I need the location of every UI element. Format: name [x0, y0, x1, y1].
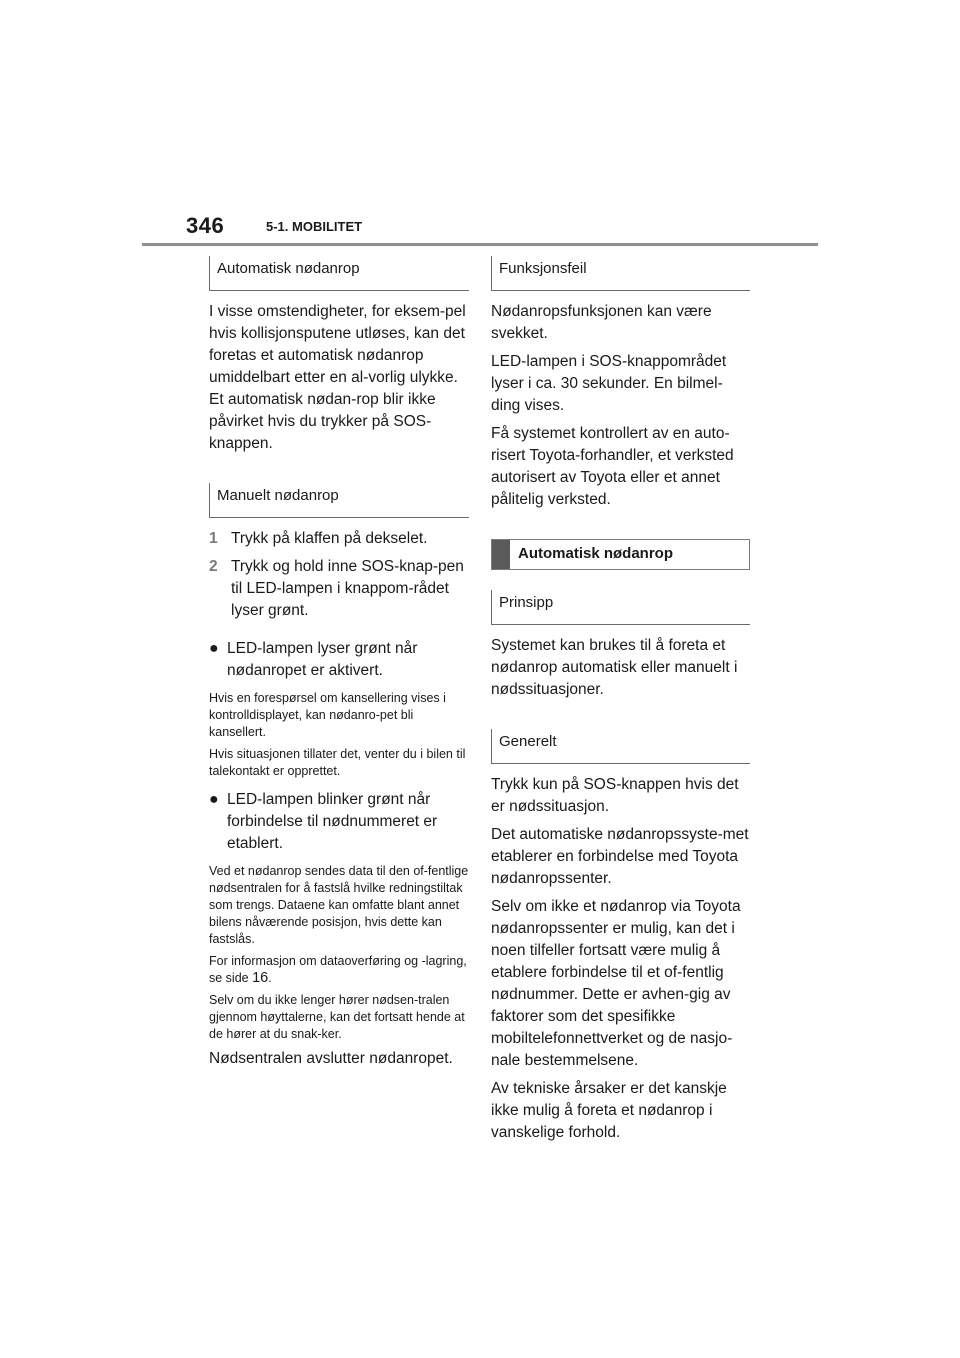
- general-paragraph-3: Selv om ikke et nødanrop via Toyota nødanropssenter er mulig, kan det i noen tilfeller fortsatt være mulig å etablere forbindelse til et of-fentlig nødnummer. Dette er avhen-gig av faktorer som det spesifikke mobiltelefonnettverket og de nasjo-nale bestemmelsene.: [491, 898, 741, 1069]
- bullet-text: LED-lampen lyser grønt når nødanropet er aktivert.: [227, 640, 418, 679]
- closing-sentence: Nødsentralen avslutter nødanropet.: [209, 1050, 453, 1067]
- page-number: 346: [186, 213, 225, 238]
- bullet-dot-icon: ●: [209, 791, 219, 808]
- note-speakers: Selv om du ikke lenger hører nødsen-tralen gjennom høyttalerne, kan det fortsatt hende at de hører at du snak-ker.: [209, 993, 465, 1041]
- bullet-dot-icon: ●: [209, 640, 219, 657]
- bullet-led-green: [209, 638, 469, 682]
- header-divider: [142, 243, 818, 246]
- chapter-title: 5-1. MOBILITET: [266, 219, 363, 234]
- right-column: [491, 256, 750, 1150]
- step-number: 2: [209, 558, 218, 575]
- subheading-general: Generelt: [491, 729, 750, 764]
- step-number: 1: [209, 530, 218, 547]
- section-heading-label: Automatisk nødanrop: [518, 545, 674, 562]
- general-paragraph-2: Det automatiske nødanropssyste-met etablerer en forbindelse med Toyota nødanropssenter.: [491, 826, 749, 887]
- principle-paragraph: Systemet kan brukes til å foreta et nødanrop automatisk eller manuelt i nødssituasjoner.: [491, 637, 738, 698]
- subheading-malfunction: Funksjonsfeil: [491, 256, 750, 291]
- bullet-led-blink: [209, 789, 469, 855]
- note-wait: Hvis situasjonen tillater det, venter du i bilen til talekontakt er opprettet.: [209, 747, 466, 778]
- page-reference-link[interactable]: 16: [252, 970, 269, 986]
- section-marker: [492, 540, 510, 569]
- malfunction-paragraph-1: Nødanropsfunksjonen kan være svekket.: [491, 303, 712, 342]
- bullet-text: LED-lampen blinker grønt når forbindelse til nødnummeret er etablert.: [227, 791, 438, 852]
- subheading-automatic-call: Automatisk nødanrop: [209, 256, 469, 291]
- section-heading-automatic-call: [491, 539, 750, 570]
- note-data-storage: For informasjon om dataoverføring og -lagring, se side 16.: [209, 954, 467, 986]
- general-paragraph-4: Av tekniske årsaker er det kanskje ikke mulig å foreta et nødanrop i vanskelige forhold.: [491, 1080, 727, 1141]
- automatic-call-paragraph: I visse omstendigheter, for eksem-pel hvis kollisjonsputene utløses, kan det foretas et automatisk nødanrop umiddelbart etter en al-vorlig ulykke. Et automatisk nødan-rop blir ikke påvirket hvis du trykker på SOS-knappen.: [209, 303, 466, 452]
- step-text: Trykk og hold inne SOS-knap-pen til LED-lampen i knappom-rådet lyser grønt.: [231, 558, 464, 619]
- note-cancel: Hvis en forespørsel om kansellering vises i kontrolldisplayet, kan nødanro-pet bli kansellert.: [209, 691, 446, 739]
- general-paragraph-1: Trykk kun på SOS-knappen hvis det er nødssituasjon.: [491, 776, 739, 815]
- subheading-principle: Prinsipp: [491, 590, 750, 625]
- malfunction-paragraph-2: LED-lampen i SOS-knappområdet lyser i ca. 30 sekunder. En bilmel-ding vises.: [491, 353, 727, 414]
- malfunction-paragraph-3: Få systemet kontrollert av en auto-risert Toyota-forhandler, et verksted autorisert av Toyota eller et annet pålitelig verksted.: [491, 425, 734, 508]
- left-column: [209, 256, 469, 1076]
- note-data-sent: Ved et nødanrop sendes data til den of-fentlige nødsentralen for å fastslå hvilke redningstiltak som trengs. Dataene kan omfatte blant annet bilens nåværende posisjon, hvis dette kan fastslås.: [209, 864, 469, 946]
- step-2: [209, 556, 469, 622]
- step-1: [209, 528, 469, 550]
- subheading-manual-call: Manuelt nødanrop: [209, 483, 469, 518]
- step-text: Trykk på klaffen på dekselet.: [231, 530, 428, 547]
